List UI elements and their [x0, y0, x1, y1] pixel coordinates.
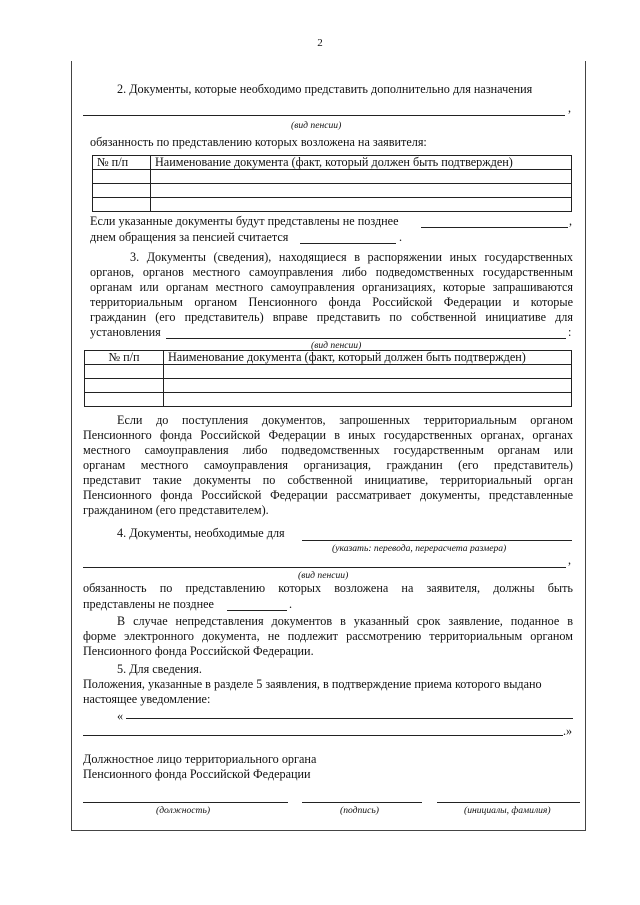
if-submitted-text: Если указанные документы будут представлены не позднее: [90, 214, 399, 228]
section3-line-5: гражданин (его представитель) вправе представить по собственной инициативе для: [90, 310, 573, 324]
section3-paragraph-line-2: Пенсионного фонда Российской Федерации в иных государственных органах, органах: [83, 428, 573, 442]
purpose-field[interactable]: [302, 540, 572, 541]
table-header-name: Наименование документа (факт, который должен быть подтвержден): [164, 351, 572, 365]
failure-line-2: форме электронного документа, не подлежит рассмотрению территориальным органом: [83, 629, 573, 643]
table-header-row: [93, 156, 572, 170]
section5-heading: 5. Для сведения.: [117, 662, 202, 676]
table-header-row: [85, 351, 572, 365]
establish-colon: :: [568, 325, 572, 339]
section3-paragraph-line-3: местного самоуправления либо подведомственных государственным органам или: [83, 443, 573, 457]
request-date-field[interactable]: [300, 243, 396, 244]
page-number: 2: [317, 37, 323, 49]
section3-paragraph-line-4: органам местного самоуправления организация, гражданин (его представитель): [83, 458, 573, 472]
section3-pension-hint: (вид пенсии): [311, 340, 362, 351]
day-of-request-period: .: [399, 230, 403, 244]
section3-line-1: 3. Документы (сведения), находящиеся в распоряжении иных государственных: [130, 250, 573, 264]
section3-paragraph-last: гражданином (его представителем).: [83, 503, 269, 517]
section3-paragraph-line-6: Пенсионного фонда Российской Федерации рассматривает документы, представленные: [83, 488, 573, 502]
if-submitted-comma: ,: [569, 214, 573, 228]
section3-paragraph-line-1: Если до поступления документов, запрошенных территориальным органом: [117, 413, 573, 427]
table-row[interactable]: [93, 184, 572, 198]
section5-field-line-1[interactable]: [126, 718, 573, 719]
signature-hint: (подпись): [340, 805, 379, 816]
establish-text: установления: [90, 325, 161, 339]
failure-line-1: В случае непредставления документов в указанный срок заявление, поданное в: [117, 614, 573, 628]
table-header-name: Наименование документа (факт, который должен быть подтвержден): [151, 156, 572, 170]
table-header-number: № п/п: [85, 351, 164, 365]
pension-type-comma: ,: [568, 101, 572, 115]
day-of-request-text: днем обращения за пенсией считается: [90, 230, 289, 244]
deadline-field[interactable]: [227, 610, 287, 611]
section4-pension-field[interactable]: [83, 567, 566, 568]
section4-deadline: представлены не позднее: [83, 597, 214, 611]
section5-line-1: Положения, указанные в разделе 5 заявления, в подтверждение приема которого выдано: [83, 677, 542, 691]
table-row[interactable]: [85, 365, 572, 379]
position-hint: (должность): [156, 805, 211, 816]
deadline-period: .: [289, 597, 293, 611]
section4-pension-hint: (вид пенсии): [298, 570, 349, 581]
section4-comma: ,: [568, 553, 572, 567]
name-hint: (инициалы, фамилия): [464, 805, 551, 816]
section5-field-line-2[interactable]: [83, 735, 563, 736]
table-row[interactable]: [85, 379, 572, 393]
official-line-1: Должностное лицо территориального органа: [83, 752, 317, 766]
documents-table-1: [92, 155, 572, 212]
documents-table-2: [84, 350, 572, 407]
pension-type-hint: (вид пенсии): [291, 120, 342, 131]
section4-obligation: обязанность по представлению которых возложена на заявителя, должны быть: [83, 581, 573, 595]
signature-field[interactable]: [302, 802, 422, 803]
pension-type-line: [83, 115, 565, 116]
section3-line-2: органов, органов местного самоуправления либо подведомственных государственным: [90, 265, 573, 279]
obligation-text: обязанность по представлению которых возложена на заявителя:: [90, 135, 427, 149]
table-row[interactable]: [85, 393, 572, 407]
failure-last: Пенсионного фонда Российской Федерации.: [83, 644, 314, 658]
quote-open: «: [117, 709, 124, 723]
table-header-number: № п/п: [93, 156, 151, 170]
table-row[interactable]: [93, 170, 572, 184]
section3-paragraph-line-5: представит такие документы по собственной инициативе, территориальный орган: [83, 473, 573, 487]
section3-line-3: органам или органам местного самоуправления организациях, которые запрашиваются: [90, 280, 573, 294]
position-field[interactable]: [83, 802, 288, 803]
name-field[interactable]: [437, 802, 580, 803]
section5-line-2: настоящее уведомление:: [83, 692, 211, 706]
official-line-2: Пенсионного фонда Российской Федерации: [83, 767, 311, 781]
submission-date-field[interactable]: [421, 227, 568, 228]
section2-heading: 2. Документы, которые необходимо представить дополнительно для назначения: [117, 82, 533, 96]
section3-line-4: территориальным органом Пенсионного фонда Российской Федерации и которые: [90, 295, 573, 309]
section4-heading: 4. Документы, необходимые для: [117, 526, 285, 540]
purpose-hint: (указать: перевода, перерасчета размера): [332, 543, 507, 554]
quote-close: .»: [563, 724, 573, 738]
establish-pension-field[interactable]: [166, 338, 566, 339]
table-row[interactable]: [93, 198, 572, 212]
